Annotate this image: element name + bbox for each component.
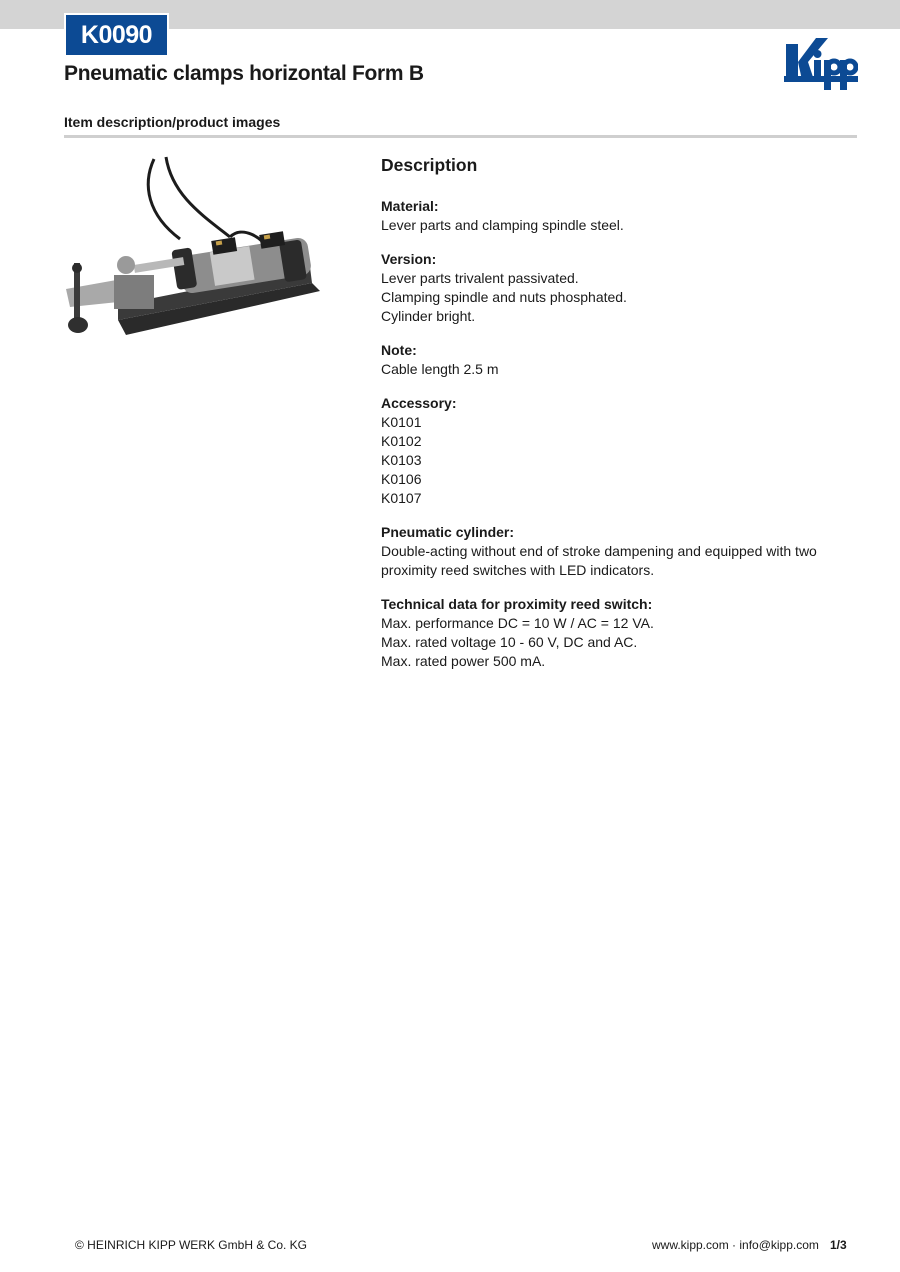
section-divider [64, 135, 857, 138]
reed-switch-block [381, 595, 857, 671]
product-code-badge: K0090 [64, 13, 169, 57]
accessory-item: K0102 [381, 433, 422, 449]
accessory-item: K0103 [381, 452, 422, 468]
description-title: Description [381, 155, 478, 175]
reed-switch-line: Max. performance DC = 10 W / AC = 12 VA. [381, 615, 654, 631]
material-block [381, 197, 857, 235]
page-title: Pneumatic clamps horizontal Form B [64, 62, 424, 85]
version-line: Clamping spindle and nuts phosphated. [381, 289, 627, 305]
pneumatic-cylinder-text: Double-acting without end of stroke dampening and equipped with two proximity reed switches with LED indicators. [381, 543, 817, 578]
kipp-logo [784, 36, 858, 92]
accessory-block [381, 394, 857, 508]
reed-switch-label: Technical data for proximity reed switch: [381, 596, 653, 612]
material-label: Material: [381, 198, 439, 214]
note-block [381, 341, 857, 379]
footer-copyright: © HEINRICH KIPP WERK GmbH & Co. KG [75, 1238, 307, 1252]
accessory-label: Accessory: [381, 395, 457, 411]
section-heading: Item description/product images [64, 114, 281, 130]
note-label: Note: [381, 342, 417, 358]
version-line: Lever parts trivalent passivated. [381, 270, 579, 286]
version-block [381, 250, 857, 326]
note-text: Cable length 2.5 m [381, 361, 499, 377]
version-label: Version: [381, 251, 437, 267]
accessory-item: K0106 [381, 471, 422, 487]
pneumatic-clamp-product-image [62, 155, 324, 340]
pneumatic-cylinder-label: Pneumatic cylinder: [381, 524, 515, 540]
accessory-item: K0101 [381, 414, 422, 430]
reed-switch-line: Max. rated voltage 10 - 60 V, DC and AC. [381, 634, 638, 650]
pneumatic-cylinder-block [381, 523, 857, 580]
description-section [381, 154, 857, 686]
page-number: 1/3 [830, 1238, 847, 1252]
material-text: Lever parts and clamping spindle steel. [381, 217, 624, 233]
accessory-item: K0107 [381, 490, 422, 506]
version-line: Cylinder bright. [381, 308, 476, 324]
footer-contact[interactable]: www.kipp.com · info@kipp.com [652, 1238, 819, 1252]
reed-switch-line: Max. rated power 500 mA. [381, 653, 546, 669]
